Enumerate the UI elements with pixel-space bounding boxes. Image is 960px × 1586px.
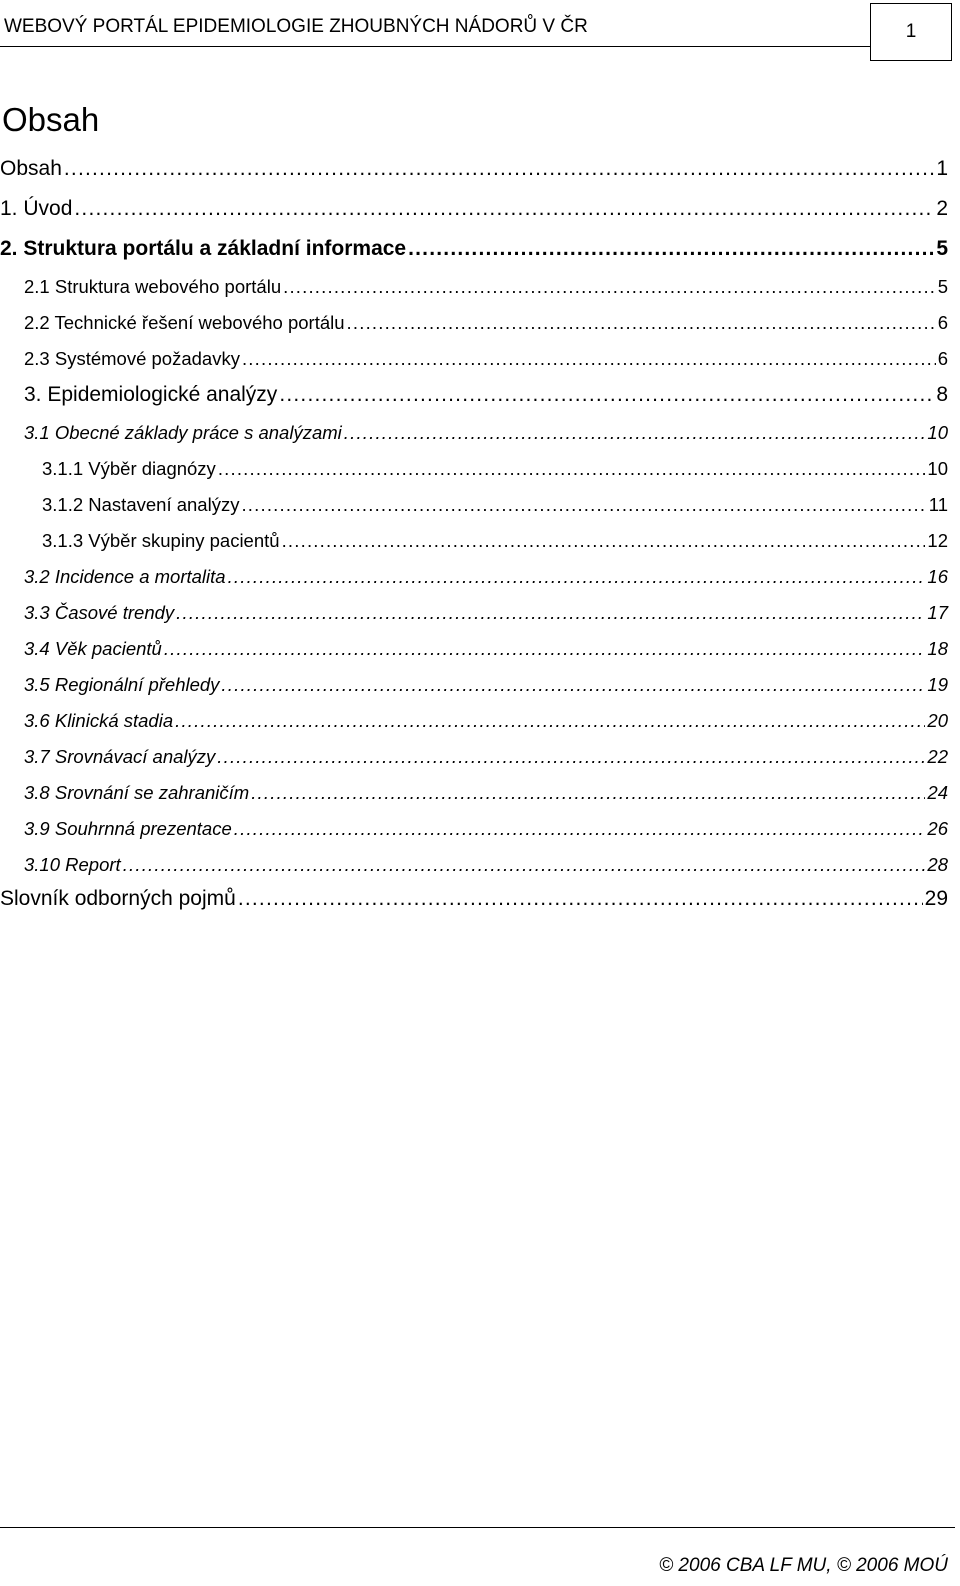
footer-rule [0,1527,955,1528]
toc-entry-label: 3.10 Report [24,854,121,875]
toc-entry-label: 2.2 Technické řešení webového portálu [24,312,345,333]
footer-copyright: © 2006 CBA LF MU, © 2006 MOÚ [659,1555,948,1576]
toc-entry[interactable] [24,852,948,878]
toc-leader [228,564,926,590]
toc-entry-label: 3.2 Incidence a mortalita [24,566,226,587]
toc-entry[interactable] [24,708,948,734]
toc-entry-label: Slovník odborných pojmů [0,887,236,910]
toc-leader [251,780,925,806]
toc-entry-label: 3.7 Srovnávací analýzy [24,746,216,767]
toc-entry[interactable] [24,636,948,662]
toc-entry-label: 2. Struktura portálu a základní informace [0,237,407,260]
toc-leader [279,382,934,408]
toc-entry[interactable] [24,780,948,806]
toc-entry[interactable] [24,744,948,770]
toc-entry-page: 6 [937,348,948,369]
toc-leader [123,852,926,878]
toc-entry-label: 3.8 Srovnání se zahraničím [24,782,250,803]
toc-entry[interactable] [24,274,948,300]
toc-entry-page: 16 [927,566,948,587]
toc-entry-page: 8 [936,383,948,406]
toc-leader [242,346,936,372]
toc-entry-label: 3.1.1 Výběr diagnózy [42,458,216,479]
toc-entry-label: 3.1 Obecné základy práce s analýzami [24,422,342,443]
toc-entry[interactable] [24,420,948,446]
toc-leader [283,274,936,300]
toc-entry-page: 11 [928,494,948,515]
toc-entry-page: 5 [937,276,948,297]
toc-entry[interactable] [0,156,948,182]
toc-entry-label: 3.9 Souhrnná prezentace [24,818,232,839]
toc-entry-page: 5 [936,237,948,260]
toc-entry[interactable] [24,600,948,626]
toc-entry[interactable] [24,310,948,336]
toc-entry[interactable] [24,564,948,590]
toc-entry-page: 2 [936,197,948,220]
toc-leader [218,456,926,482]
toc-entry-label: 3.1.2 Nastavení analýzy [42,494,240,515]
toc-entry-page: 20 [927,710,948,731]
header-title: WEBOVÝ PORTÁL EPIDEMIOLOGIE ZHOUBNÝCH NÁDORŮ V ČR [4,16,588,37]
toc-entry-page: 12 [927,530,948,551]
toc-entry-page: 22 [927,746,948,767]
toc-leader [408,236,934,262]
toc-leader [344,420,926,446]
toc-entry-label: 3.1.3 Výběr skupiny pacientů [42,530,280,551]
toc-leader [221,672,925,698]
toc-leader [347,310,936,336]
toc-leader [282,528,926,554]
toc-leader [164,636,926,662]
toc-entry[interactable] [42,456,948,482]
toc-entry[interactable] [24,672,948,698]
toc-entry-page: 24 [927,782,948,803]
toc-entry-label: 2.3 Systémové požadavky [24,348,240,369]
toc-leader [234,816,926,842]
toc-leader [217,744,925,770]
toc-entry-label: 3.6 Klinická stadia [24,710,174,731]
toc-leader [176,600,925,626]
toc-entry[interactable] [24,382,948,408]
toc-entry[interactable] [24,816,948,842]
toc-entry-page: 17 [927,602,948,623]
toc-entry-label: 1. Úvod [0,197,73,220]
toc-entry[interactable] [0,886,948,912]
toc-entry[interactable] [24,346,948,372]
toc-entry-page: 29 [924,887,948,910]
toc-leader [175,708,925,734]
page-number: 1 [905,21,917,42]
toc-entry-page: 10 [927,458,948,479]
toc-entry[interactable] [42,528,948,554]
toc-leader [64,156,934,182]
toc-entry-label: 2.1 Struktura webového portálu [24,276,282,297]
toc-entry[interactable] [42,492,948,518]
toc-entry-label: 3.5 Regionální přehledy [24,674,220,695]
toc-entry-label: 3.4 Věk pacientů [24,638,162,659]
toc-entry-page: 10 [927,422,948,443]
toc-entry-page: 28 [927,854,948,875]
toc-entry-label: 3.3 Časové trendy [24,602,175,623]
toc-entry-page: 18 [927,638,948,659]
toc-entry[interactable] [0,196,948,222]
toc-entry-label: 3. Epidemiologické analýzy [24,383,278,406]
toc-entry-page: 1 [936,157,948,180]
toc-entry-label: Obsah [0,157,62,180]
toc-leader [238,886,923,912]
toc-entry-page: 6 [937,312,948,333]
toc-entry[interactable] [0,236,948,262]
toc-entry-page: 19 [927,674,948,695]
document-title: Obsah [2,101,100,138]
toc-entry-page: 26 [927,818,948,839]
toc-leader [74,196,934,222]
toc-leader [241,492,926,518]
